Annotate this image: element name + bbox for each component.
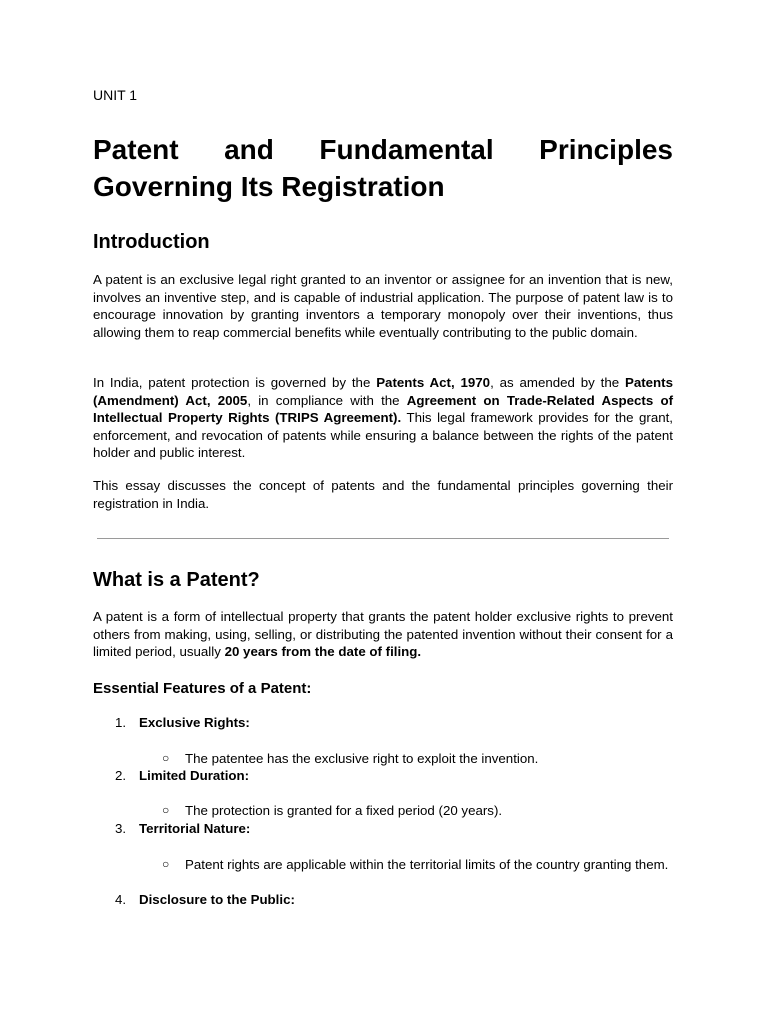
bold-text: 20 years from the date of filing. — [224, 644, 422, 660]
text-run: , in compliance with the — [247, 392, 407, 408]
list-number: 2. — [115, 768, 127, 783]
what-is-paragraph — [93, 608, 673, 661]
bold-text: Patents (Amendment) Act, 2005 — [93, 375, 673, 408]
list-item-label: Exclusive Rights: — [139, 715, 250, 730]
list-number: 4. — [115, 892, 127, 907]
text-run: This legal framework provides for the grant, enforcement, and revocation of patents while ensuring a balance between the rights of the patent holder and public interest. — [93, 410, 673, 461]
hollow-bullet-icon: ○ — [162, 857, 170, 871]
intro-paragraph-2 — [93, 374, 673, 462]
list-item-label: Limited Duration: — [139, 768, 250, 783]
list-item-label: Disclosure to the Public: — [139, 892, 295, 907]
hollow-bullet-icon: ○ — [162, 803, 170, 817]
text-run: , as amended by the — [490, 375, 625, 390]
text-run: In India, patent protection is governed by the — [93, 375, 377, 390]
sub-list-text: The patentee has the exclusive right to exploit the invention. — [185, 751, 539, 766]
unit-label: UNIT 1 — [93, 87, 138, 103]
bold-text: Patents Act, 1970 — [376, 375, 491, 390]
bold-text: Agreement on Trade-Related Aspects of Intellectual Property Rights (TRIPS Agreement). — [93, 392, 673, 426]
subsection-heading-essential-features: Essential Features of a Patent: — [93, 680, 312, 697]
hollow-bullet-icon: ○ — [162, 751, 170, 765]
list-number: 1. — [115, 715, 127, 730]
intro-paragraph-3: This essay discusses the concept of patents and the fundamental principles governing their registration in India. — [93, 478, 673, 511]
intro-paragraph-1: A patent is an exclusive legal right granted to an inventor or assignee for an invention that is new, involves an inventive step, and is capable of industrial application. The purpose of patent law is to encourage innovation by granting inventors a temporary monopoly over their inventions, thus allowing them to reap commercial benefits while eventually contributing to the public domain. — [93, 272, 673, 340]
section-heading-introduction: Introduction — [93, 231, 210, 253]
horizontal-divider — [97, 538, 669, 539]
section-heading-what-is-a-patent: What is a Patent? — [93, 569, 260, 591]
list-item-label: Territorial Nature: — [139, 821, 251, 836]
sub-list-text: Patent rights are applicable within the territorial limits of the country granting them. — [185, 857, 669, 872]
text-run: A patent is a form of intellectual property that grants the patent holder exclusive rights to prevent others from making, using, selling, or distributing the patented invention without their consent for a limited period, usually — [93, 609, 673, 660]
document-title: Patent and Fundamental Principles Governing Its Registration — [93, 134, 673, 202]
sub-list-text: The protection is granted for a fixed period (20 years). — [185, 803, 503, 818]
list-number: 3. — [115, 821, 127, 836]
